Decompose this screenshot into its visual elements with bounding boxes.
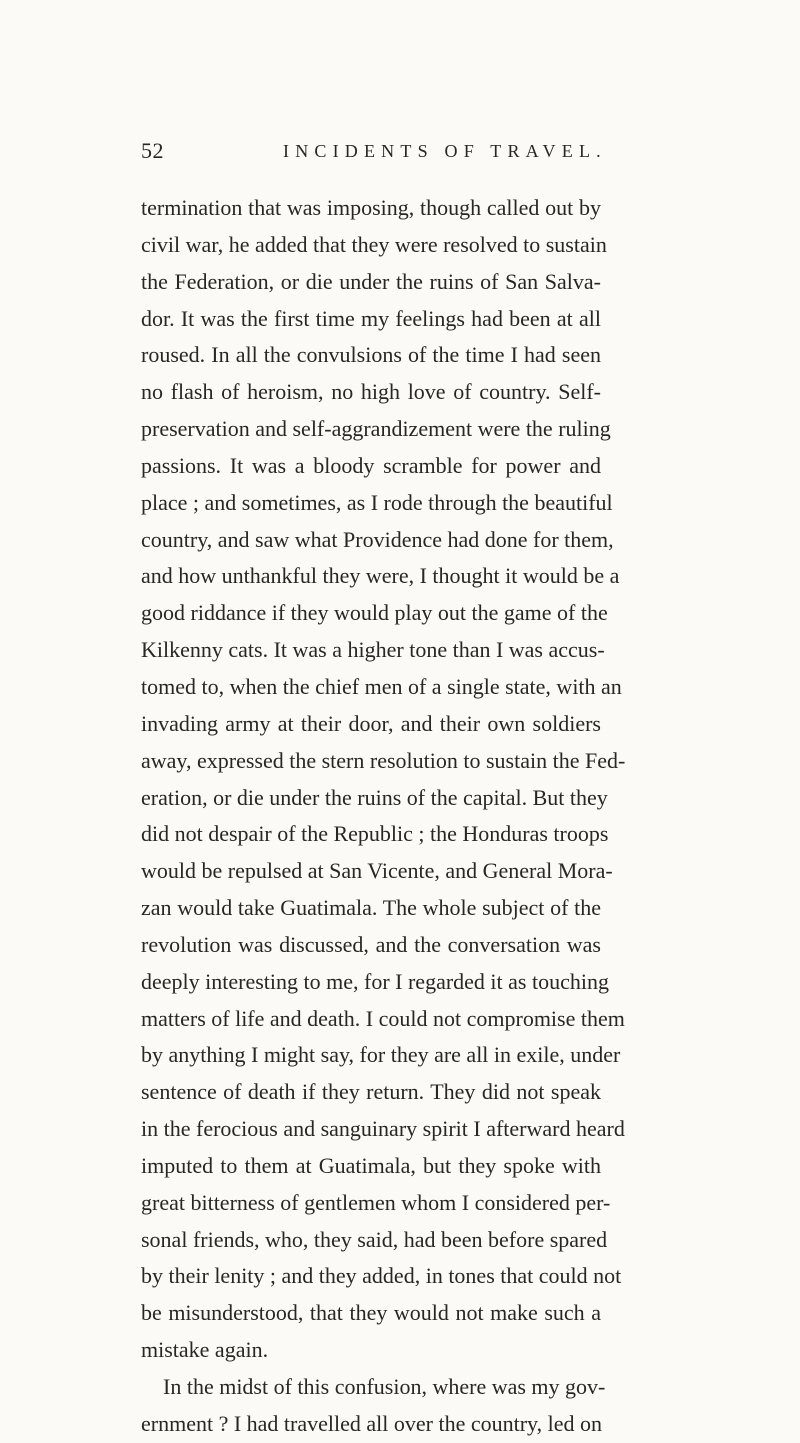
text-line: no flash of heroism, no high love of country. Self- (141, 379, 601, 405)
text-line: did not despair of the Republic ; the Honduras troops (141, 821, 609, 847)
text-line: eration, or die under the ruins of the capital. But they (141, 784, 608, 810)
text-line: termination that was imposing, though called out by (141, 195, 601, 220)
text-line: great bitterness of gentlemen whom I considered per- (141, 1189, 611, 1215)
text-line: In the midst of this confusion, where was my gov- (163, 1374, 606, 1399)
text-line: matters of life and death. I could not compromise them (141, 1005, 625, 1031)
text-line: be misunderstood, that they would not make such a (141, 1300, 601, 1326)
text-line: zan would take Guatimala. The whole subject of the (141, 895, 601, 921)
text-line: place ; and sometimes, as I rode through the beautiful (141, 489, 613, 515)
text-line: imputed to them at Guatimala, but they spoke with (141, 1152, 601, 1178)
text-line: away, expressed the stern resolution to sustain the Fed- (141, 747, 626, 773)
text-line: roused. In all the convulsions of the time I had seen (141, 342, 601, 368)
text-line: civil war, he added that they were resolved to sustain (141, 231, 607, 257)
text-line: preservation and self-aggrandizement were the ruling (141, 416, 611, 442)
text-line: passions. It was a bloody scramble for power and (141, 452, 601, 478)
text-line: good riddance if they would play out the game of the (141, 600, 608, 626)
page-header (141, 138, 607, 170)
text-line: tomed to, when the chief men of a single state, with an (141, 673, 622, 699)
body-text (141, 190, 626, 1443)
text-line: ernment ? I had travelled all over the country, led on (141, 1410, 603, 1436)
text-line: would be repulsed at San Vicente, and General Mora- (141, 858, 613, 884)
text-line: sonal friends, who, they said, had been before spared (141, 1226, 608, 1252)
text-line: deeply interesting to me, for I regarded it as touching (141, 968, 609, 994)
running-head: INCIDENTS OF TRAVEL. (283, 141, 607, 161)
text-line: and how unthankful they were, I thought it would be a (141, 563, 620, 589)
text-line: revolution was discussed, and the conversation was (141, 931, 601, 957)
text-line: sentence of death if they return. They did not speak (141, 1079, 601, 1105)
text-line: the Federation, or die under the ruins of San Salva- (141, 268, 601, 294)
text-line: by their lenity ; and they added, in tones that could not (141, 1263, 622, 1289)
text-line: mistake again. (141, 1337, 269, 1363)
text-line: Kilkenny cats. It was a higher tone than I was accus- (141, 637, 605, 663)
text-line: dor. It was the first time my feelings had been at all (141, 305, 601, 331)
text-line: in the ferocious and sanguinary spirit I afterward heard (141, 1116, 625, 1142)
text-line: by anything I might say, for they are all in exile, under (141, 1042, 621, 1068)
text-line: invading army at their door, and their own soldiers (141, 710, 601, 736)
page-number: 52 (141, 138, 164, 163)
text-line: country, and saw what Providence had done for them, (141, 526, 614, 552)
